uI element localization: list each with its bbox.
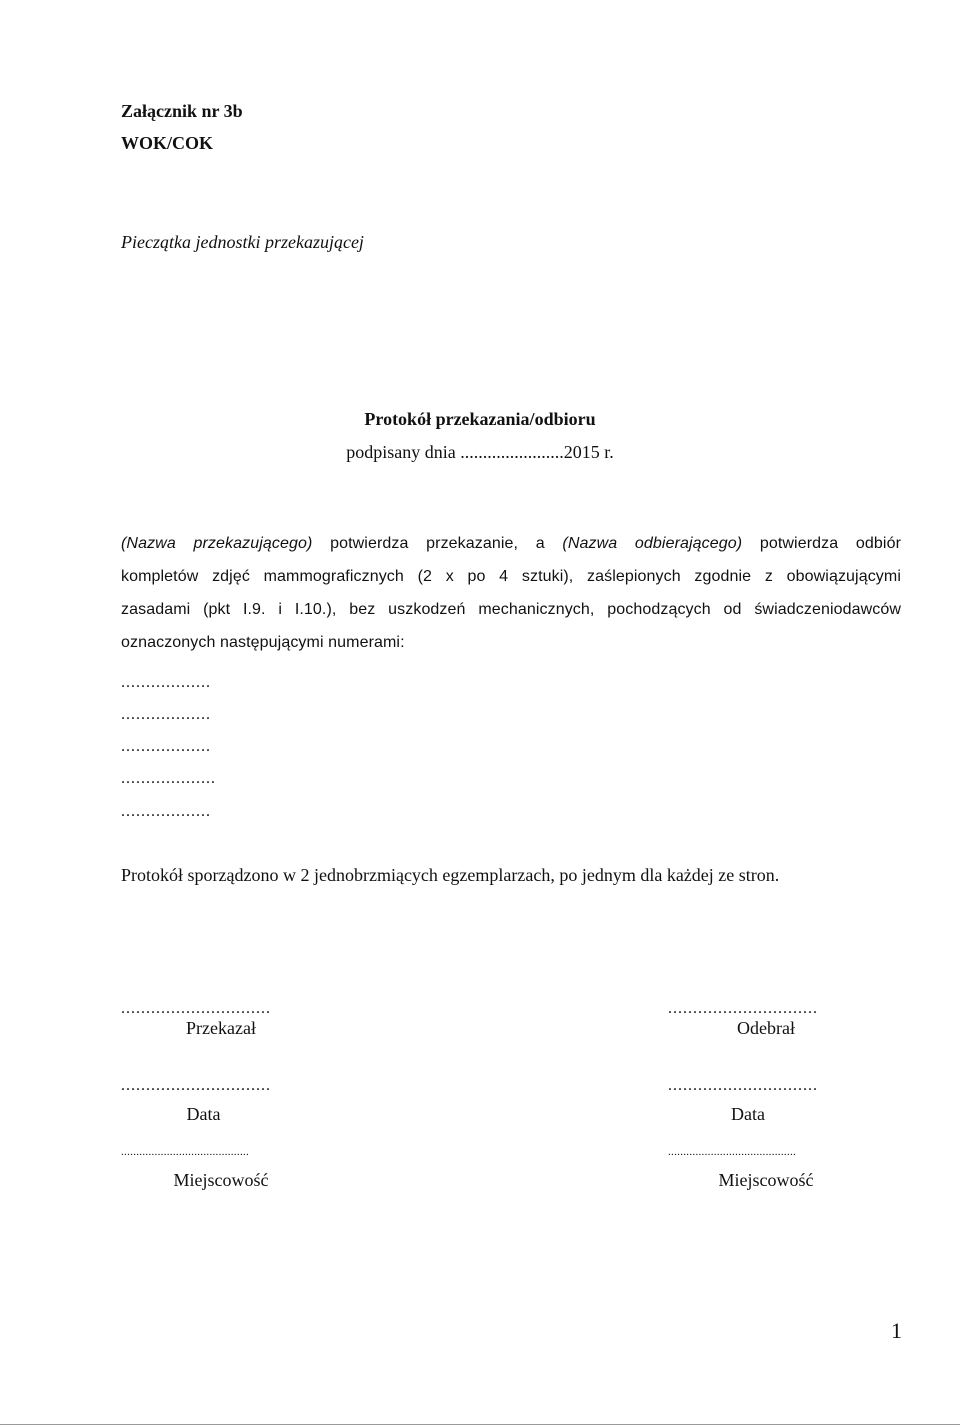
handover-place-dots: ..........................................: [121, 1146, 250, 1158]
body-line-1: [121, 535, 901, 553]
handover-label: Przekazał: [186, 1018, 256, 1038]
receipt-place-dots: ..........................................: [668, 1146, 797, 1158]
handover-signature-dots: ..............................: [121, 1000, 271, 1017]
signed-date-line: podpisany dnia .......................2015 r.: [346, 442, 614, 462]
department-code: WOK/COK: [121, 133, 214, 153]
body-line-3: zasadami (pkt I.9. i I.10.), bez uszkodzeń mechanicznych, pochodzących od świadczeniodawców: [121, 601, 901, 618]
body-line-2: kompletów zdjęć mammograficznych (2 x po 4 sztuki), zaślepionych zgodnie z obowiązującymi: [121, 568, 901, 585]
sender-name-placeholder: (Nazwa przekazującego): [121, 535, 313, 552]
receiver-name-placeholder: (Nazwa odbierającego): [562, 535, 743, 552]
number-placeholder: ..................: [121, 738, 211, 755]
annex-number: Załącznik nr 3b: [121, 101, 243, 121]
page-number: 1: [891, 1318, 902, 1343]
handover-date-label: Data: [186, 1104, 221, 1124]
handover-date-dots: ..............................: [121, 1077, 271, 1094]
closing-statement: Protokół sporządzono w 2 jednobrzmiących egzemplarzach, po jednym dla każdej ze stron.: [121, 865, 780, 885]
number-placeholder: ..................: [121, 674, 211, 691]
handover-place-label: Miejscowość: [173, 1170, 269, 1190]
protocol-title: Protokół przekazania/odbioru: [364, 409, 596, 429]
stamp-label: Pieczątka jednostki przekazującej: [121, 232, 364, 252]
bottom-edge-rule: [0, 1424, 960, 1425]
receipt-date-label: Data: [731, 1104, 765, 1124]
number-placeholder: ..................: [121, 706, 211, 723]
receipt-place-label: Miejscowość: [718, 1170, 814, 1190]
receipt-label: Odebrał: [737, 1018, 795, 1038]
receipt-signature-dots: ..............................: [668, 1000, 818, 1017]
receipt-date-dots: ..............................: [668, 1077, 818, 1094]
body-text: potwierdza przekazanie, a: [312, 535, 563, 552]
body-text: potwierdza odbiór: [742, 535, 901, 552]
number-placeholder: ...................: [121, 770, 216, 787]
number-placeholder: ..................: [121, 803, 211, 820]
body-line-4: oznaczonych następującymi numerami:: [121, 634, 405, 651]
